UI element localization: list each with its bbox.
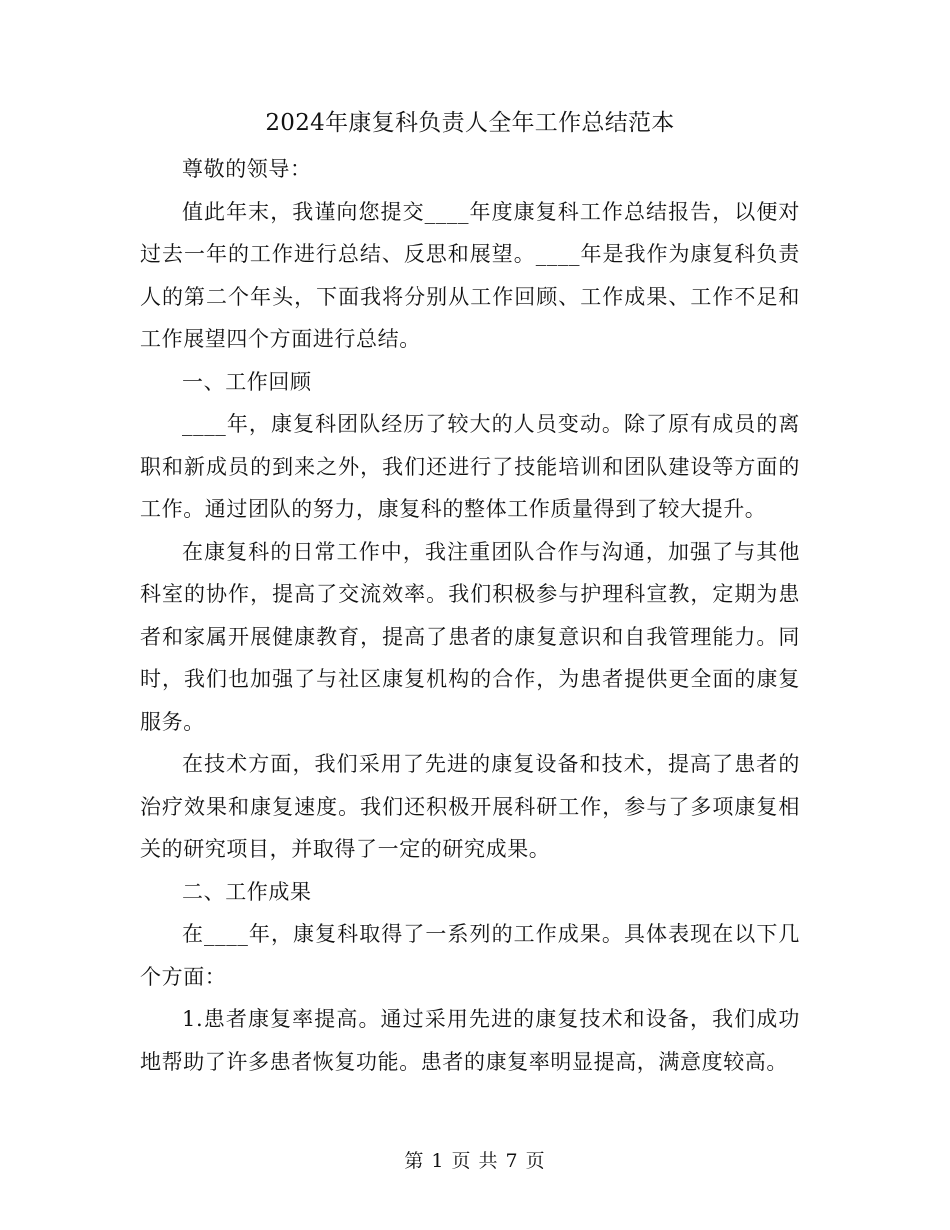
- paragraph-results-intro: 在____年，康复科取得了一系列的工作成果。具体表现在以下几个方面：: [140, 922, 800, 989]
- paragraph-team-changes: ____年，康复科团队经历了较大的人员变动。除了原有成员的离职和新成员的到来之外，我们还进行了技能培训和团队建设等方面的工作。通过团队的努力，康复科的整体工作质量得到了较大提升。: [140, 412, 800, 521]
- document-title: 2024年康复科负责人全年工作总结范本: [265, 110, 675, 136]
- document-page: [140, 98, 800, 1083]
- section-heading-review: 一、工作回顾: [182, 369, 312, 394]
- paragraph-result-item-1: 1.患者康复率提高。通过采用先进的康复技术和设备，我们成功地帮助了许多患者恢复功能。患者的康复率明显提高，满意度较高。: [140, 1007, 800, 1074]
- section-heading-results: 二、工作成果: [182, 879, 312, 904]
- salutation: 尊敬的领导：: [182, 157, 312, 181]
- paragraph-daily-work: 在康复科的日常工作中，我注重团队合作与沟通，加强了与其他科室的协作，提高了交流效率。我们积极参与护理科宣教，定期为患者和家属开展健康教育，提高了患者的康复意识和自我管理能力。同时，我们也加强了与社区康复机构的合作，为患者提供更全面的康复服务。: [140, 539, 800, 734]
- paragraph-technology: 在技术方面，我们采用了先进的康复设备和技术，提高了患者的治疗效果和康复速度。我们还积极开展科研工作，参与了多项康复相关的研究项目，并取得了一定的研究成果。: [140, 752, 800, 861]
- paragraph-intro: 值此年末，我谨向您提交____年度康复科工作总结报告，以便对过去一年的工作进行总结、反思和展望。____年是我作为康复科负责人的第二个年头，下面我将分别从工作回顾、工作成果、工作不足和工作展望四个方面进行总结。: [140, 199, 800, 351]
- page-number-footer: 第 1 页 共 7 页: [404, 1150, 546, 1172]
